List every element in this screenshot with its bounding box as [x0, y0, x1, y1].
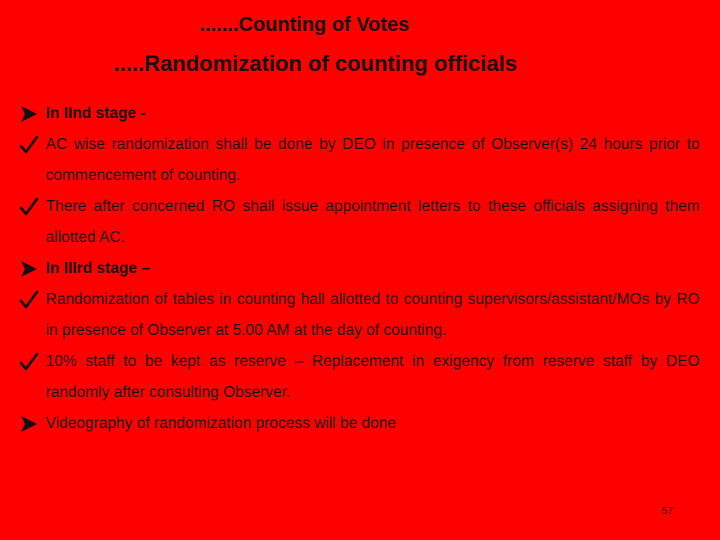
list-item — [18, 129, 700, 191]
slide-title-line1: .......Counting of Votes — [200, 14, 410, 36]
list-item-text: AC wise randomization shall be done by DEO in presence of Observer(s) 24 hours prior to commencement of counting. — [46, 136, 700, 184]
list-item-text: There after concerned RO shall issue appointment letters to these officials assigning them allotted AC. — [46, 198, 700, 246]
list-item-text: Randomization of tables in counting hall allotted to counting supervisors/assistant/MOs by RO in presence of Observer at 5.00 AM at the day of counting. — [46, 291, 700, 339]
list-item-text: In IIIrd stage – — [46, 260, 151, 277]
list-item-text: 10% staff to be kept as reserve – Replacement in exigency from reserve staff by DEO randomly after consulting Observer. — [46, 353, 700, 401]
bullet-list — [18, 98, 700, 439]
list-item — [18, 191, 700, 253]
list-item — [18, 253, 700, 284]
list-item — [18, 408, 700, 439]
list-item — [18, 346, 700, 408]
check-bullet-icon — [18, 352, 40, 372]
arrow-bullet-icon — [18, 259, 40, 279]
arrow-bullet-icon — [18, 104, 40, 124]
page-number: 57 — [662, 506, 674, 517]
check-bullet-icon — [18, 197, 40, 217]
check-bullet-icon — [18, 290, 40, 310]
list-item-text: In IInd stage - — [46, 105, 146, 122]
arrow-bullet-icon — [18, 414, 40, 434]
check-bullet-icon — [18, 135, 40, 155]
slide-title-line2: .....Randomization of counting officials — [114, 51, 518, 76]
list-item — [18, 284, 700, 346]
list-item-text: Videography of randomization process will be done — [46, 415, 397, 432]
list-item — [18, 98, 700, 129]
